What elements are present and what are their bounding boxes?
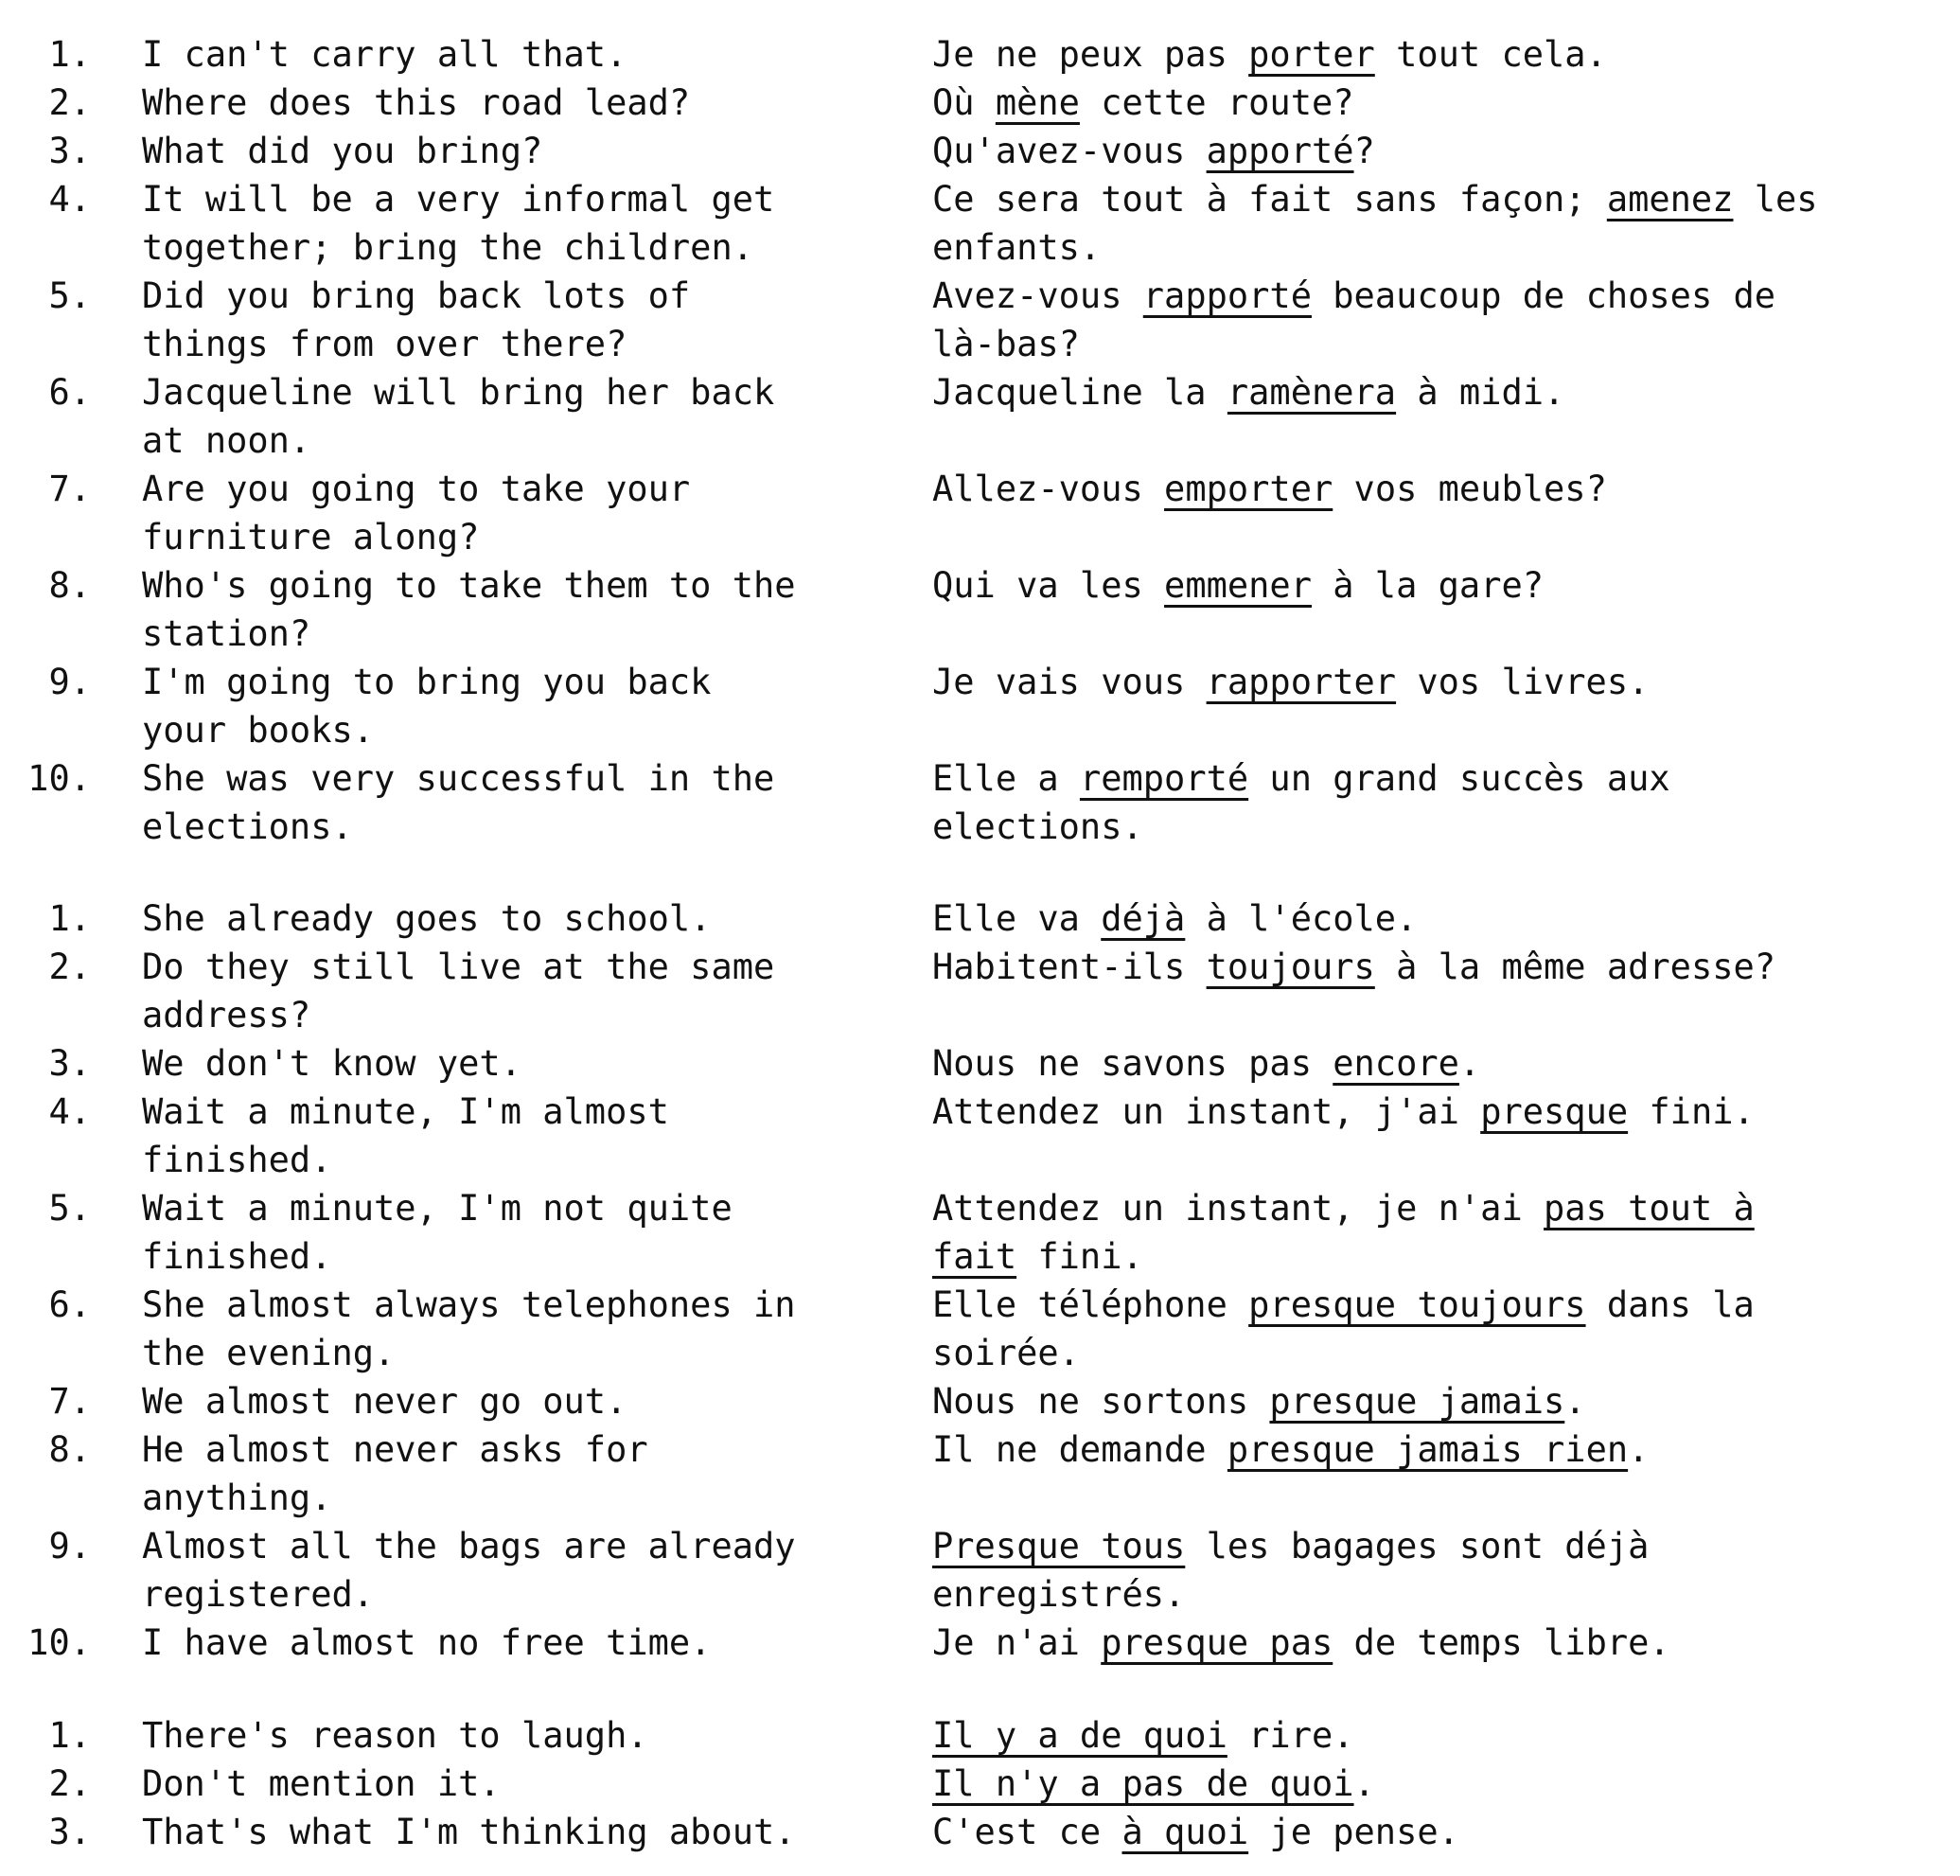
translation-text: fini. bbox=[1016, 1236, 1143, 1277]
underlined-key-phrase: rapporter bbox=[1206, 662, 1397, 702]
item-number: 2. bbox=[48, 947, 91, 987]
translation-text: fini. bbox=[1628, 1091, 1755, 1132]
section-de-quoi-expressions bbox=[0, 1711, 1960, 1856]
underlined-key-phrase: pas tout à bbox=[1544, 1188, 1755, 1229]
english-sentence: She was very successful in the bbox=[142, 758, 775, 799]
sentence-row bbox=[0, 894, 1960, 943]
underlined-key-phrase: toujours bbox=[1206, 947, 1375, 987]
sentence-row bbox=[0, 1377, 1960, 1425]
english-sentence: We almost never go out. bbox=[142, 1381, 627, 1422]
underlined-key-phrase: rapporté bbox=[1142, 275, 1312, 316]
translation-text: Je vais vous bbox=[932, 662, 1207, 702]
translation-text: un grand succès aux bbox=[1248, 758, 1670, 799]
translation-text: tout cela. bbox=[1374, 34, 1607, 75]
french-translation bbox=[932, 754, 1954, 803]
item-number: 7. bbox=[48, 1381, 91, 1422]
english-sentence: I can't carry all that. bbox=[142, 34, 627, 75]
sentence-row bbox=[0, 1760, 1960, 1808]
translation-text: enfants. bbox=[932, 227, 1102, 268]
sentence-row bbox=[0, 1281, 1960, 1329]
french-translation bbox=[932, 320, 1954, 368]
sentence-row bbox=[0, 465, 1960, 513]
underlined-key-phrase: presque jamais rien bbox=[1227, 1429, 1629, 1470]
sentence-row bbox=[0, 272, 1960, 320]
english-sentence: It will be a very informal get bbox=[142, 179, 775, 220]
translation-text: Je ne peux pas bbox=[932, 34, 1249, 75]
english-sentence: She already goes to school. bbox=[142, 898, 712, 939]
english-sentence: I'm going to bring you back bbox=[142, 662, 712, 702]
french-translation bbox=[932, 1329, 1954, 1377]
english-sentence: Wait a minute, I'm not quite bbox=[142, 1188, 733, 1229]
underlined-key-phrase: emporter bbox=[1164, 469, 1333, 509]
translation-text: Allez-vous bbox=[932, 469, 1165, 509]
english-sentence: Where does this road lead? bbox=[142, 82, 691, 123]
translation-text: Attendez un instant, j'ai bbox=[932, 1091, 1481, 1132]
sentence-row bbox=[0, 1522, 1960, 1570]
sentence-row-continuation bbox=[0, 1136, 1960, 1184]
sentence-row bbox=[0, 1711, 1960, 1760]
underlined-key-phrase: déjà bbox=[1101, 898, 1186, 939]
underlined-key-phrase: presque pas bbox=[1101, 1622, 1333, 1663]
translation-text: . bbox=[1564, 1381, 1586, 1422]
french-translation bbox=[932, 1711, 1954, 1760]
translation-text: là-bas? bbox=[932, 324, 1080, 364]
translation-text: Qui va les bbox=[932, 565, 1165, 606]
english-sentence: There's reason to laugh. bbox=[142, 1715, 648, 1756]
sentence-row-continuation bbox=[0, 610, 1960, 658]
english-sentence: anything. bbox=[142, 1478, 332, 1518]
underlined-key-phrase: fait bbox=[932, 1236, 1017, 1277]
item-number: 3. bbox=[48, 131, 91, 171]
translation-text: . bbox=[1458, 1043, 1481, 1084]
english-sentence: Did you bring back lots of bbox=[142, 275, 691, 316]
underlined-key-phrase: presque bbox=[1480, 1091, 1629, 1132]
translation-text: Il ne demande bbox=[932, 1429, 1227, 1470]
item-number: 3. bbox=[48, 1043, 91, 1084]
french-translation bbox=[932, 1039, 1954, 1088]
english-sentence: finished. bbox=[142, 1140, 332, 1180]
item-number: 9. bbox=[48, 662, 91, 702]
translation-text: beaucoup de choses de bbox=[1311, 275, 1776, 316]
french-translation bbox=[932, 1232, 1954, 1281]
translation-text: Nous ne savons pas bbox=[932, 1043, 1333, 1084]
translation-text: Nous ne sortons bbox=[932, 1381, 1270, 1422]
french-translation bbox=[932, 1570, 1954, 1619]
underlined-key-phrase: emmener bbox=[1164, 565, 1312, 606]
underlined-key-phrase: Il y a de quoi bbox=[932, 1715, 1227, 1756]
sentence-row-continuation bbox=[0, 1232, 1960, 1281]
french-translation bbox=[932, 1377, 1954, 1425]
translation-text: de temps libre. bbox=[1333, 1622, 1670, 1663]
translation-text: Qu'avez-vous bbox=[932, 131, 1207, 171]
item-number: 4. bbox=[48, 179, 91, 220]
french-translation bbox=[932, 368, 1954, 416]
french-translation bbox=[932, 1619, 1954, 1667]
underlined-key-phrase: mène bbox=[995, 82, 1080, 123]
translation-text: les bagages sont déjà bbox=[1185, 1526, 1650, 1566]
underlined-key-phrase: Presque tous bbox=[932, 1526, 1186, 1566]
translation-text: vos livres. bbox=[1396, 662, 1650, 702]
translation-text: vos meubles? bbox=[1333, 469, 1607, 509]
sentence-row bbox=[0, 561, 1960, 610]
translation-text: à la même adresse? bbox=[1374, 947, 1776, 987]
english-sentence: address? bbox=[142, 995, 311, 1035]
item-number: 1. bbox=[48, 898, 91, 939]
french-translation bbox=[932, 1184, 1954, 1232]
translation-text: cette route? bbox=[1079, 82, 1354, 123]
translation-text: à la gare? bbox=[1311, 565, 1545, 606]
english-sentence: finished. bbox=[142, 1236, 332, 1277]
item-number: 8. bbox=[48, 565, 91, 606]
translation-text: Elle a bbox=[932, 758, 1080, 799]
underlined-key-phrase: presque jamais bbox=[1269, 1381, 1565, 1422]
english-sentence: Almost all the bags are already bbox=[142, 1526, 796, 1566]
english-sentence: He almost never asks for bbox=[142, 1429, 648, 1470]
french-translation bbox=[932, 561, 1954, 610]
item-number: 4. bbox=[48, 1091, 91, 1132]
french-translation bbox=[932, 1522, 1954, 1570]
sentence-row bbox=[0, 754, 1960, 803]
sentence-row bbox=[0, 1088, 1960, 1136]
item-number: 5. bbox=[48, 1188, 91, 1229]
english-sentence: registered. bbox=[142, 1574, 375, 1615]
item-number: 1. bbox=[48, 34, 91, 75]
translation-text: Attendez un instant, je n'ai bbox=[932, 1188, 1545, 1229]
french-translation bbox=[932, 30, 1954, 79]
sentence-row-continuation bbox=[0, 803, 1960, 851]
french-translation bbox=[932, 1425, 1954, 1474]
translation-text: Habitent-ils bbox=[932, 947, 1207, 987]
french-translation bbox=[932, 1808, 1954, 1856]
french-translation bbox=[932, 79, 1954, 127]
english-sentence: Do they still live at the same bbox=[142, 947, 775, 987]
english-sentence: We don't know yet. bbox=[142, 1043, 521, 1084]
translation-text: Jacqueline la bbox=[932, 372, 1227, 413]
french-translation bbox=[932, 943, 1954, 991]
section-porter-verbs bbox=[0, 30, 1960, 851]
english-sentence: the evening. bbox=[142, 1333, 396, 1373]
item-number: 2. bbox=[48, 1763, 91, 1804]
sentence-row-continuation bbox=[0, 991, 1960, 1039]
english-sentence: your books. bbox=[142, 710, 375, 751]
item-number: 10. bbox=[27, 1622, 91, 1663]
sentence-row bbox=[0, 368, 1960, 416]
english-sentence: I have almost no free time. bbox=[142, 1622, 712, 1663]
translation-text: ? bbox=[1353, 131, 1375, 171]
french-translation bbox=[932, 803, 1954, 851]
underlined-key-phrase: porter bbox=[1248, 34, 1375, 75]
translation-text: rire. bbox=[1227, 1715, 1354, 1756]
french-translation bbox=[932, 272, 1954, 320]
translation-text: dans la bbox=[1585, 1284, 1755, 1325]
french-translation bbox=[932, 223, 1954, 272]
underlined-key-phrase: Il n'y a pas de quoi bbox=[932, 1763, 1354, 1804]
item-number: 1. bbox=[48, 1715, 91, 1756]
translation-text: . bbox=[1628, 1429, 1650, 1470]
english-sentence: things from over there? bbox=[142, 324, 627, 364]
underlined-key-phrase: ramènera bbox=[1227, 372, 1397, 413]
french-translation bbox=[932, 175, 1954, 223]
sentence-row bbox=[0, 127, 1960, 175]
sentence-row-continuation bbox=[0, 513, 1960, 561]
translation-text: enregistrés. bbox=[932, 1574, 1186, 1615]
item-number: 10. bbox=[27, 758, 91, 799]
underlined-key-phrase: encore bbox=[1333, 1043, 1459, 1084]
translation-text: elections. bbox=[932, 806, 1143, 847]
underlined-key-phrase: presque toujours bbox=[1248, 1284, 1586, 1325]
translation-text: . bbox=[1353, 1763, 1375, 1804]
sentence-row bbox=[0, 175, 1960, 223]
translation-text: Ce sera tout à fait sans façon; bbox=[932, 179, 1607, 220]
underlined-key-phrase: apporté bbox=[1206, 131, 1354, 171]
sentence-row bbox=[0, 1184, 1960, 1232]
translation-text: Elle va bbox=[932, 898, 1102, 939]
item-number: 9. bbox=[48, 1526, 91, 1566]
translation-text: à midi. bbox=[1396, 372, 1565, 413]
english-sentence: That's what I'm thinking about. bbox=[142, 1812, 796, 1852]
sentence-row-continuation bbox=[0, 1570, 1960, 1619]
sentence-row-continuation bbox=[0, 706, 1960, 754]
sentence-row bbox=[0, 79, 1960, 127]
item-number: 3. bbox=[48, 1812, 91, 1852]
french-translation bbox=[932, 127, 1954, 175]
translation-text: Avez-vous bbox=[932, 275, 1143, 316]
sentence-row bbox=[0, 658, 1960, 706]
french-translation bbox=[932, 894, 1954, 943]
sentence-row-continuation bbox=[0, 1329, 1960, 1377]
sentence-row bbox=[0, 1039, 1960, 1088]
underlined-key-phrase: amenez bbox=[1606, 179, 1734, 220]
french-translation bbox=[932, 465, 1954, 513]
translation-text: Je n'ai bbox=[932, 1622, 1102, 1663]
english-sentence: Are you going to take your bbox=[142, 469, 691, 509]
english-sentence: Don't mention it. bbox=[142, 1763, 501, 1804]
english-sentence: Jacqueline will bring her back bbox=[142, 372, 775, 413]
french-translation bbox=[932, 1760, 1954, 1808]
english-sentence: together; bring the children. bbox=[142, 227, 754, 268]
translation-text: les bbox=[1733, 179, 1818, 220]
sentence-row-continuation bbox=[0, 1474, 1960, 1522]
french-translation bbox=[932, 1281, 1954, 1329]
underlined-key-phrase: remporté bbox=[1079, 758, 1249, 799]
sentence-row-continuation bbox=[0, 320, 1960, 368]
sentence-row bbox=[0, 30, 1960, 79]
item-number: 2. bbox=[48, 82, 91, 123]
sentence-row-continuation bbox=[0, 416, 1960, 465]
english-sentence: She almost always telephones in bbox=[142, 1284, 796, 1325]
translation-text: à l'école. bbox=[1185, 898, 1418, 939]
item-number: 5. bbox=[48, 275, 91, 316]
french-translation bbox=[932, 658, 1954, 706]
sentence-row bbox=[0, 1619, 1960, 1667]
sentence-row-continuation bbox=[0, 223, 1960, 272]
translation-text: soirée. bbox=[932, 1333, 1080, 1373]
item-number: 8. bbox=[48, 1429, 91, 1470]
translation-text: Où bbox=[932, 82, 996, 123]
translation-text: je pense. bbox=[1248, 1812, 1459, 1852]
item-number: 6. bbox=[48, 1284, 91, 1325]
french-translation bbox=[932, 1088, 1954, 1136]
underlined-key-phrase: à quoi bbox=[1121, 1812, 1249, 1852]
english-sentence: Wait a minute, I'm almost bbox=[142, 1091, 669, 1132]
sentence-row bbox=[0, 1808, 1960, 1856]
english-sentence: What did you bring? bbox=[142, 131, 543, 171]
english-sentence: furniture along? bbox=[142, 517, 480, 557]
sentence-row bbox=[0, 1425, 1960, 1474]
item-number: 6. bbox=[48, 372, 91, 413]
english-sentence: elections. bbox=[142, 806, 353, 847]
sentence-row bbox=[0, 943, 1960, 991]
translation-text: Elle téléphone bbox=[932, 1284, 1249, 1325]
english-sentence: at noon. bbox=[142, 420, 311, 461]
english-sentence: station? bbox=[142, 613, 311, 654]
english-sentence: Who's going to take them to the bbox=[142, 565, 796, 606]
translation-text: C'est ce bbox=[932, 1812, 1122, 1852]
section-presque-adverbs bbox=[0, 894, 1960, 1667]
item-number: 7. bbox=[48, 469, 91, 509]
